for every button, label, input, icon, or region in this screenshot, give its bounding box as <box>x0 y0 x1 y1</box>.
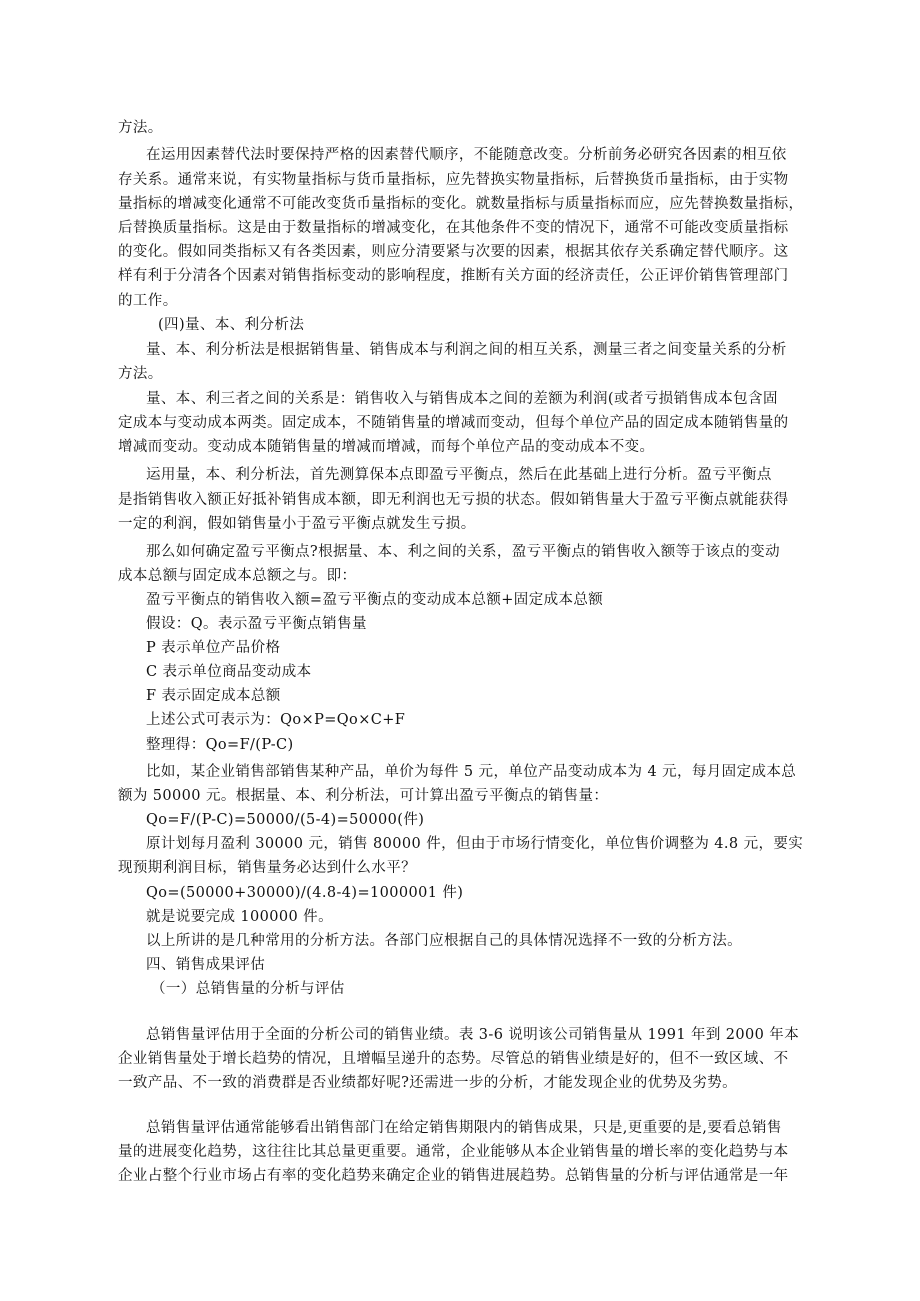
text-line: 量指标的增减变化通常不可能改变货币量指标的变化。就数量指标与质量指标而应，应先替换数量指标， <box>118 196 804 212</box>
formula-line: 上述公式可表示为：Qo×P=Qo×C+F <box>146 712 406 728</box>
formula-line: 整理得：Qo=F/(P-C) <box>146 737 294 753</box>
formula-line: Qo=F/(P-C)=50000/(5-4)=50000(件) <box>146 812 425 828</box>
text-line: 以上所讲的是几种常用的分析方法。各部门应根据自己的具体情况选择不一致的分析方法。 <box>146 933 742 949</box>
text-line: 样有利于分清各个因素对销售指标变动的影响程度，推断有关方面的经济责任，公正评价销售管理部门 <box>118 268 789 284</box>
formula-line: F 表示固定成本总额 <box>146 688 281 704</box>
text-line: 现预期利润目标，销售量务必达到什么水平？ <box>118 860 416 876</box>
text-line: 一定的利润，假如销售量小于盈亏平衡点就发生亏损。 <box>118 516 476 532</box>
formula-line: Qo=(50000+30000)/(4.8-4)=1000001 件) <box>146 885 464 901</box>
text-line: 后替换质量指标。这是由于数量指标的增减变化，在其他条件不变的情况下，通常不可能改变质量指标 <box>118 220 789 236</box>
text-line: 额为 50000 元。根据量、本、利分析法，可计算出盈亏平衡点的销售量： <box>118 788 609 804</box>
text-line: 就是说要完成 100000 件。 <box>146 909 333 925</box>
text-line: 是指销售收入额正好抵补销售成本额，即无利润也无亏损的状态。假如销售量大于盈亏平衡点就能获得 <box>118 492 789 508</box>
text-line: 定成本与变动成本两类。固定成本，不随销售量的增减而变动，但每个单位产品的固定成本随销售量的 <box>118 415 789 431</box>
subsection-heading: （一）总销售量的分析与评估 <box>151 981 345 997</box>
text-line: 的工作。 <box>118 293 178 309</box>
text-line: 增减而变动。变动成本随销售量的增减而增减，而每个单位产品的变动成本不变。 <box>118 439 655 455</box>
formula-line: C 表示单位商品变动成本 <box>146 664 312 680</box>
text-line: 的变化。假如同类指标又有各类因素，则应分清要紧与次要的因素，根据其依存关系确定替代顺序。这 <box>118 244 789 260</box>
text-line: 量、本、利三者之间的关系是：销售收入与销售成本之间的差额为利润(或者亏损销售成本包含固 <box>146 391 778 407</box>
text-line: 在运用因素替代法时要保持严格的因素替代顺序，不能随意改变。分析前务必研究各因素的相互依 <box>146 147 787 163</box>
text-line: 量的进展变化趋势，这往往比其总量更重要。通常，企业能够从本企业销售量的增长率的变化趋势与本 <box>118 1144 789 1160</box>
formula-line: P 表示单位产品价格 <box>146 640 281 656</box>
section-heading: (四)量、本、利分析法 <box>158 317 305 333</box>
section-heading: 四、销售成果评估 <box>146 957 266 973</box>
text-line: 总销售量评估用于全面的分析公司的销售业绩。表 3-6 说明该公司销售量从 1991 年到 2000 年本 <box>146 1027 800 1043</box>
text-line: 总销售量评估通常能够看出销售部门在给定销售期限内的销售成果，只是,更重要的是,要看总销售 <box>146 1120 782 1136</box>
text-line: 比如，某企业销售部销售某种产品，单价为每件 5 元，单位产品变动成本为 4 元，每月固定成本总 <box>146 764 797 780</box>
text-line: 企业占整个行业市场占有率的变化趋势来确定企业的销售进展趋势。总销售量的分析与评估通常是一年 <box>118 1168 789 1184</box>
text-line: 方法。 <box>118 120 163 136</box>
text-line: 一致产品、不一致的消费群是否业绩都好呢?还需进一步的分析，才能发现企业的优势及劣势。 <box>118 1075 738 1091</box>
text-line: 存关系。通常来说，有实物量指标与货币量指标，应先替换实物量指标，后替换货币量指标，由于实物 <box>118 172 789 188</box>
text-line: 运用量，本、利分析法，首先测算保本点即盈亏平衡点，然后在此基础上进行分析。盈亏平衡点 <box>146 467 772 483</box>
text-line: 成本总额与固定成本总额之与。即： <box>118 568 357 584</box>
text-line: 量、本、利分析法是根据销售量、销售成本与利润之间的相互关系，测量三者之间变量关系的分析 <box>146 342 787 358</box>
formula-line: 假设：Q。表示盈亏平衡点销售量 <box>146 616 367 632</box>
formula-line: 盈亏平衡点的销售收入额=盈亏平衡点的变动成本总额+固定成本总额 <box>146 592 604 608</box>
text-line: 方法。 <box>118 366 163 382</box>
text-line: 那么如何确定盈亏平衡点?根据量、本、利之间的关系，盈亏平衡点的销售收入额等于该点的变动 <box>146 544 780 560</box>
text-line: 原计划每月盈利 30000 元，销售 80000 件，但由于市场行情变化，单位售价调整为 4.8 元，要实 <box>146 836 804 852</box>
text-line: 企业销售量处于增长趋势的情况，且增幅呈递升的态势。尽管总的销售业绩是好的，但不一致区域、不 <box>118 1051 789 1067</box>
